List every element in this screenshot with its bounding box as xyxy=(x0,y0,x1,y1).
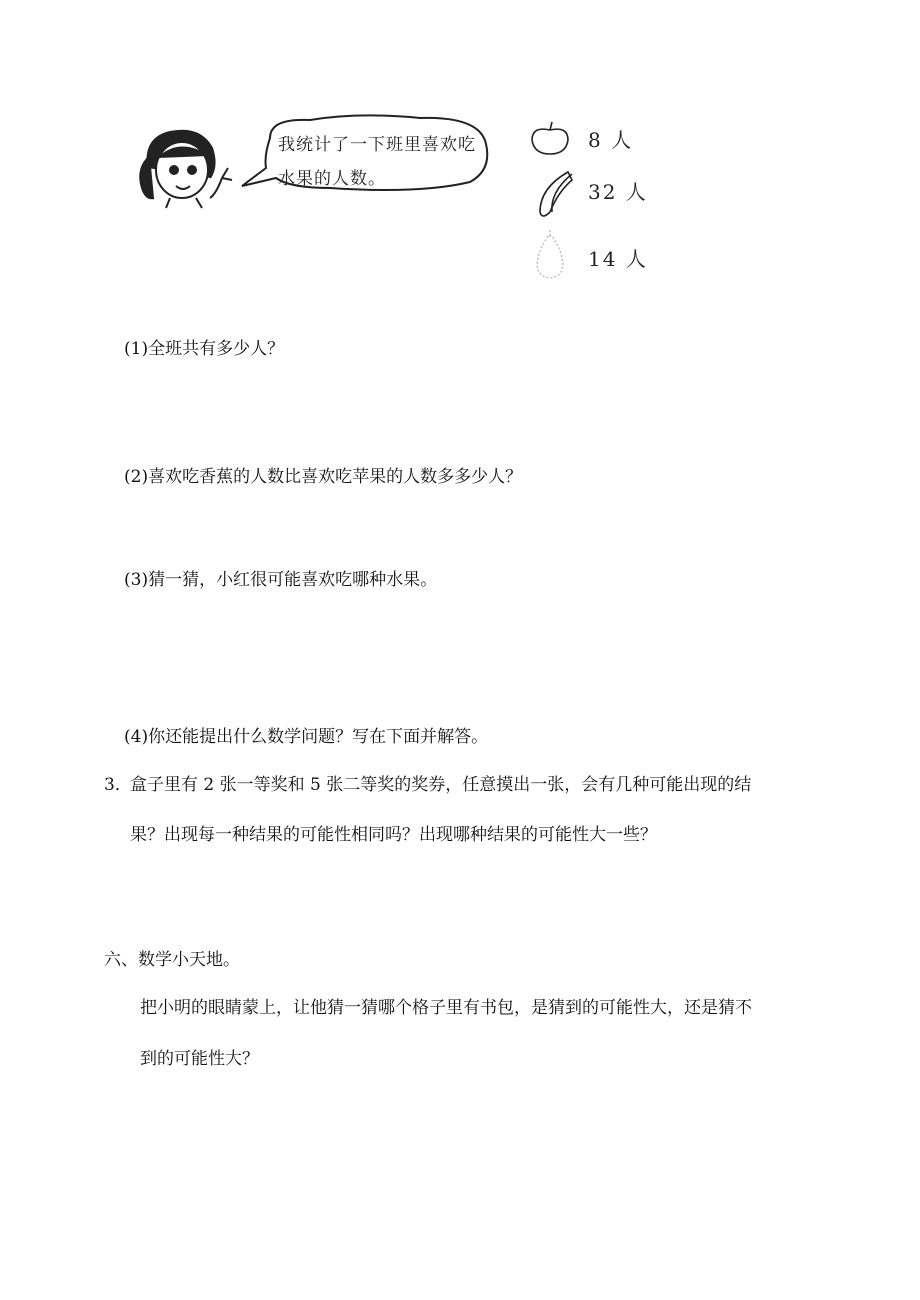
problem-3-line-2: 果？出现每一种结果的可能性相同吗？出现哪种结果的可能性大一些？ xyxy=(130,825,657,845)
question-4: (4)你还能提出什么数学问题？写在下面并解答。 xyxy=(124,727,489,747)
question-3: (3)猜一猜，小红很可能喜欢吃哪种水果。 xyxy=(124,570,438,590)
banana-count: 32 人 xyxy=(588,180,648,204)
section-6-title: 六、数学小天地。 xyxy=(104,950,240,970)
question-2: (2)喜欢吃香蕉的人数比喜欢吃苹果的人数多多少人？ xyxy=(124,467,523,487)
apple-count: 8 人 xyxy=(588,128,634,152)
section-6-line-1: 把小明的眼睛蒙上，让他猜一猜哪个格子里有书包，是猜到的可能性大，还是猜不 xyxy=(140,998,752,1018)
apple-icon xyxy=(532,122,568,154)
pear-icon xyxy=(537,230,563,278)
speech-text: 我统计了一下班里喜欢吃水果的人数。 xyxy=(278,135,476,189)
pear-count: 14 人 xyxy=(588,247,648,271)
girl-icon xyxy=(140,131,232,208)
problem-3-line-1: 盒子里有 2 张一等奖和 5 张二等奖的奖券，任意摸出一张，会有几种可能出现的结 xyxy=(130,775,752,795)
section-6-line-2: 到的可能性大？ xyxy=(140,1049,259,1069)
problem-3-number: 3． xyxy=(104,775,132,795)
question-1: (1)全班共有多少人？ xyxy=(124,339,285,359)
banana-icon xyxy=(540,172,572,216)
